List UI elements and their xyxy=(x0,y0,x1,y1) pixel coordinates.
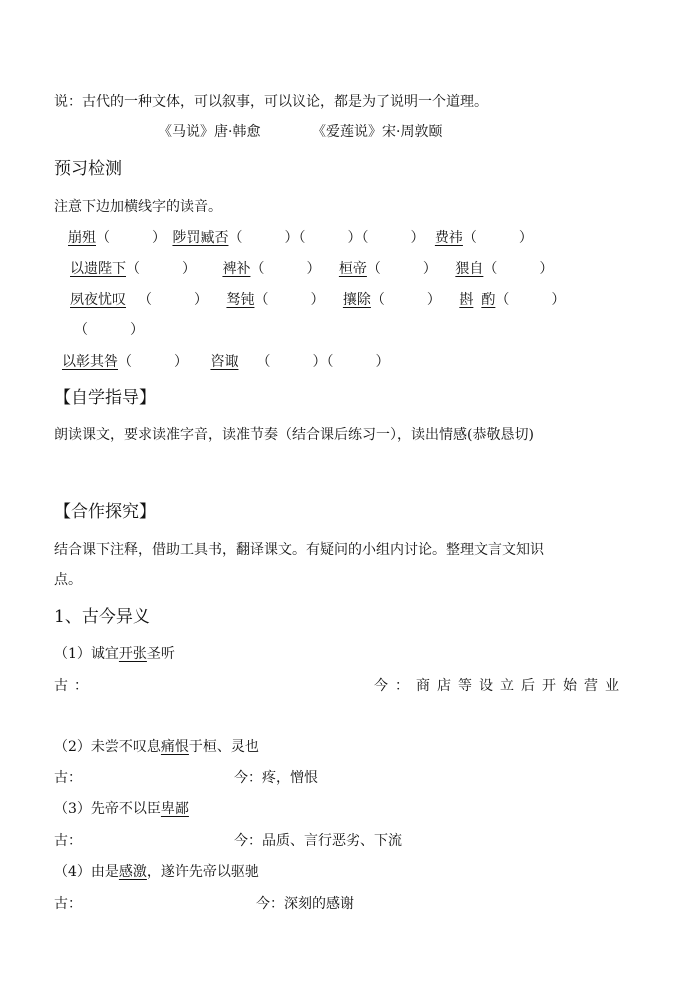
pinyin-blank: （ ） xyxy=(256,354,327,370)
pinyin-blank: （ ） xyxy=(462,230,533,246)
pinyin-row-4 xyxy=(74,320,144,340)
word-bi-bu: 裨补 xyxy=(222,261,251,277)
item-sentence-pre: 先帝不以臣 xyxy=(90,801,161,817)
modern-meaning: 今：疼，憎恨 xyxy=(234,770,318,786)
item-key-word: 开张 xyxy=(118,646,147,662)
item-number: （2） xyxy=(54,739,91,755)
ancient-modern-heading: 1、古今异义 xyxy=(54,607,150,627)
word-zhen: 斟 xyxy=(459,292,474,308)
word-rang-chu: 攘除 xyxy=(342,292,371,308)
pinyin-blank: （ ） xyxy=(326,354,390,370)
pinyin-row-1 xyxy=(68,228,533,248)
item-number: （4） xyxy=(54,864,91,880)
ancient-label: 古： xyxy=(54,896,82,912)
ancient-modern-item-3 xyxy=(54,799,189,819)
pinyin-blank: （ ） xyxy=(118,354,188,370)
item-number: （1） xyxy=(54,646,91,662)
item-key-word: 感激 xyxy=(118,864,147,880)
pinyin-blank: （ ） xyxy=(298,230,362,246)
modern-meaning: 今：深刻的感谢 xyxy=(256,896,354,912)
pinyin-blank: （ ） xyxy=(138,292,208,308)
word-su-ye-you-tan: 夙夜忧叹 xyxy=(70,292,126,308)
word-yi-zhang-qi-jiu: 以彰其咎 xyxy=(62,354,118,370)
pinyin-blank: （ ） xyxy=(361,230,425,246)
item-sentence-pre: 未尝不叹息 xyxy=(90,739,161,755)
word-nu-dun: 驽钝 xyxy=(226,292,255,308)
preview-heading: 预习检测 xyxy=(54,159,122,179)
pinyin-blank: （ ） xyxy=(366,261,437,277)
ancient-modern-item-1 xyxy=(54,644,175,664)
modern-meaning: 今：商店等设立后开始营业 xyxy=(374,678,626,694)
ancient-label: 古： xyxy=(54,770,82,786)
ancient-modern-item-4 xyxy=(54,862,259,882)
word-zhuo: 酌 xyxy=(481,292,496,308)
item-sentence-pre: 由是 xyxy=(90,864,119,880)
pinyin-row-5 xyxy=(62,352,389,372)
intro-text: 说：古代的一种文体，可以叙事，可以议论，都是为了说明一个道理。 xyxy=(54,94,488,110)
word-wei-zi: 猥自 xyxy=(455,261,484,277)
pinyin-blank: （ ） xyxy=(370,292,441,308)
pinyin-blank: （ ） xyxy=(228,230,299,246)
cooperation-heading: 【合作探究】 xyxy=(54,502,156,522)
pinyin-blank: （ ） xyxy=(495,292,566,308)
item-number: （3） xyxy=(54,801,91,817)
item-sentence-post: ，遂许先帝以驱驰 xyxy=(146,864,259,880)
pinyin-blank: （ ） xyxy=(96,230,166,246)
source-ai-lian-shuo: 《爱莲说》宋·周敦颐 xyxy=(312,124,443,140)
word-zhi-fa-zang-pi: 陟罚臧否 xyxy=(172,230,229,246)
word-yi-bi-xia: 以遗陛下 xyxy=(70,261,126,277)
pinyin-blank: （ ） xyxy=(250,261,321,277)
word-zi-zou: 咨诹 xyxy=(210,354,239,370)
ancient-modern-item-2 xyxy=(54,737,259,757)
pinyin-row-2 xyxy=(70,259,553,279)
modern-meaning: 今：品质、言行恶劣、下流 xyxy=(234,833,402,849)
item-sentence-pre: 诚宜 xyxy=(90,646,119,662)
preview-instruction: 注意下边加横线字的读音。 xyxy=(54,199,222,215)
cooperation-text-line-1: 结合课下注释，借助工具书，翻译课文。有疑问的小组内讨论。整理文言文知识 xyxy=(54,542,544,558)
word-beng-cu: 崩殂 xyxy=(68,230,96,246)
source-ma-shuo: 《马说》唐·韩愈 xyxy=(158,124,261,140)
item-key-word: 卑鄙 xyxy=(160,801,189,817)
pinyin-blank: （ ） xyxy=(483,261,554,277)
pinyin-blank: （ ） xyxy=(74,322,144,338)
item-sentence-post: 圣听 xyxy=(146,646,175,662)
pinyin-blank: （ ） xyxy=(254,292,325,308)
self-study-text: 朗读课文，要求读准字音，读准节奏（结合课后练习一），读出情感(恭敬恳切) xyxy=(54,427,534,443)
self-study-heading: 【自学指导】 xyxy=(54,388,156,408)
word-fei-yi: 费祎 xyxy=(434,230,463,246)
item-key-word: 痛恨 xyxy=(160,739,189,755)
item-sentence-post: 于桓、灵也 xyxy=(188,739,259,755)
pinyin-row-3 xyxy=(70,290,565,310)
ancient-label: 古： xyxy=(54,678,94,694)
pinyin-blank: （ ） xyxy=(126,261,196,277)
word-huan-di: 桓帝 xyxy=(338,261,367,277)
cooperation-text-line-2: 点。 xyxy=(54,572,82,588)
ancient-label: 古： xyxy=(54,833,82,849)
